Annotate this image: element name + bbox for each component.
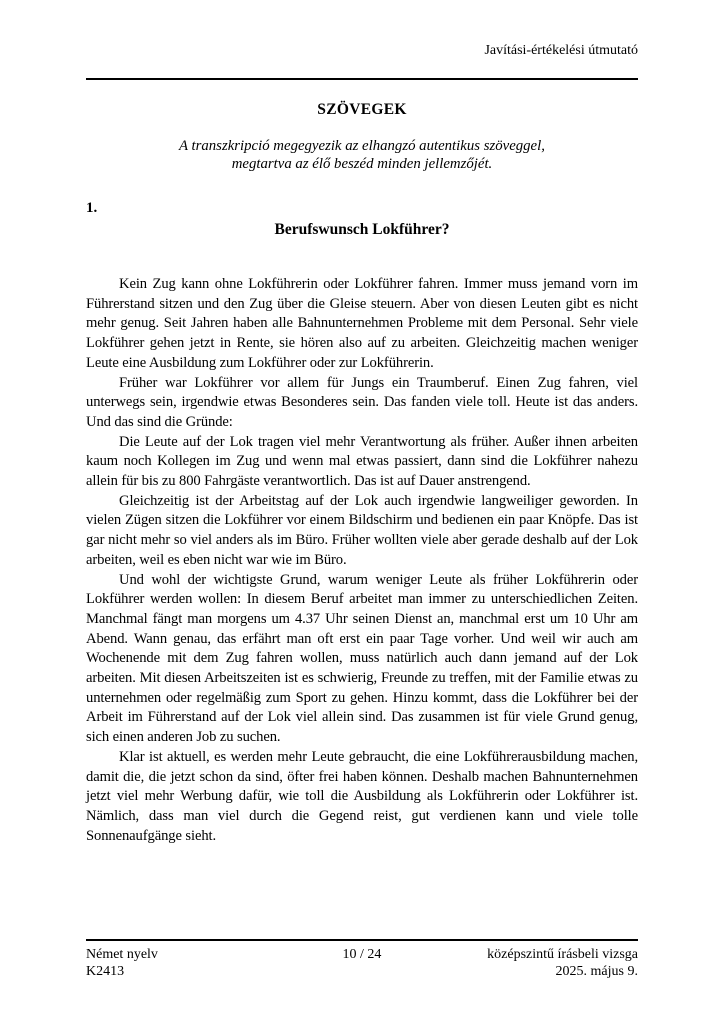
footer-rule: [86, 939, 638, 941]
footer-row-1: [86, 947, 638, 963]
section-heading: Berufswunsch Lokführer?: [274, 221, 450, 238]
section-number: 1.: [86, 200, 98, 216]
footer-subject: Német nyelv: [86, 947, 158, 962]
footer-row-2: [86, 964, 638, 980]
paragraph: Klar ist aktuell, es werden mehr Leute gebraucht, die eine Lokführerausbildung machen, damit die, die jetzt schon da sind, öfter frei haben können. Deshalb machen Bahnunternehmen jetzt viel mehr Werbung dafür, wie toll die Ausbildung als Lokführerin oder Lokführer ist. Nämlich, dass man viel durch die Gegend reist, gut verdienen kann und viele tolle Sonnenaufgänge sieht.: [86, 748, 638, 844]
header-running-title: Javítási-értékelési útmutató: [484, 43, 638, 58]
paragraph: Früher war Lokführer vor allem für Jungs ein Traumberuf. Einen Zug fahren, viel unterwegs sein, irgendwie etwas Besonderes sein. Das fanden viele toll. Heute ist das anders. Und das sind die Gründe:: [86, 374, 638, 430]
intro-note: [86, 137, 638, 173]
paragraph: Und wohl der wichtigste Grund, warum weniger Leute als früher Lokführerin oder Lokführer werden wollen: In diesem Beruf arbeitet man immer zu unterschiedlichen Zeiten. Manchmal fängt man morgens um 4.37 Uhr seinen Dienst an, manchmal erst um 10 Uhr am Abend. Wann genau, das erfährt man oft erst ein paar Tage vorher. Und weil wir auch am Wochenende mit dem Zug fahren wollen, muss natürlich auch dann jemand auf der Lok arbeiten. Mit diesen Arbeitszeiten ist es schwierig, Freunde zu treffen, mit der Familie etwas zu unternehmen oder regelmäßig zum Sport zu gehen. Hinzu kommt, dass die Lokführer bei der Arbeit im Führerstand auf der Lok viel allein sind. Das zusammen ist für viele Grund genug, sich einen anderen Job zu suchen.: [86, 571, 638, 746]
header-rule: [86, 78, 638, 80]
footer-spacer: [270, 964, 454, 980]
transcript-body: [86, 275, 638, 846]
paragraph: Gleichzeitig ist der Arbeitstag auf der Lok auch irgendwie langweiliger geworden. In vielen Zügen sitzen die Lokführer vor einem Bildschirm und bedienen ein paar Knöpfe. Das ist gar nicht mehr so viel anders als im Büro. Früher wollten viele aber gerade deshalb auf der Lok arbeiten, weil es eben nicht war wie im Büro.: [86, 492, 638, 568]
page-title: SZÖVEGEK: [317, 101, 407, 118]
paragraph: Kein Zug kann ohne Lokführerin oder Lokführer fahren. Immer muss jemand vorn im Führerstand sitzen und den Zug über die Gleise steuern. Aber von diesen Leuten gibt es nicht mehr genug. Seit Jahren haben alle Bahnunternehmen Probleme mit dem Personal. Sehr viele Lokführer gehen jetzt in Rente, sie hören also auf zu arbeiten. Gleichzeitig machen weniger Leute eine Ausbildung zum Lokführer oder zur Lokführerin.: [86, 276, 638, 371]
footer-page-indicator: 10 / 24: [342, 947, 382, 962]
footer-exam-type: középszintű írásbeli vizsga: [487, 947, 638, 962]
intro-note-line-1: A transzkripció megegyezik az elhangzó autentikus szöveggel,: [179, 138, 545, 154]
intro-note-line-2: megtartva az élő beszéd minden jellemzőjét.: [231, 156, 493, 172]
footer-date: 2025. május 9.: [555, 964, 638, 979]
footer-exam-code: K2413: [86, 964, 125, 979]
paragraph: Die Leute auf der Lok tragen viel mehr Verantwortung als früher. Außer ihnen arbeiten kaum noch Kollegen im Zug und wenn mal etwas passiert, dann sind die Lokführer nahezu allein für bis zu 800 Fahrgäste verantwortlich. Das ist auf Dauer anstrengend.: [86, 433, 638, 490]
